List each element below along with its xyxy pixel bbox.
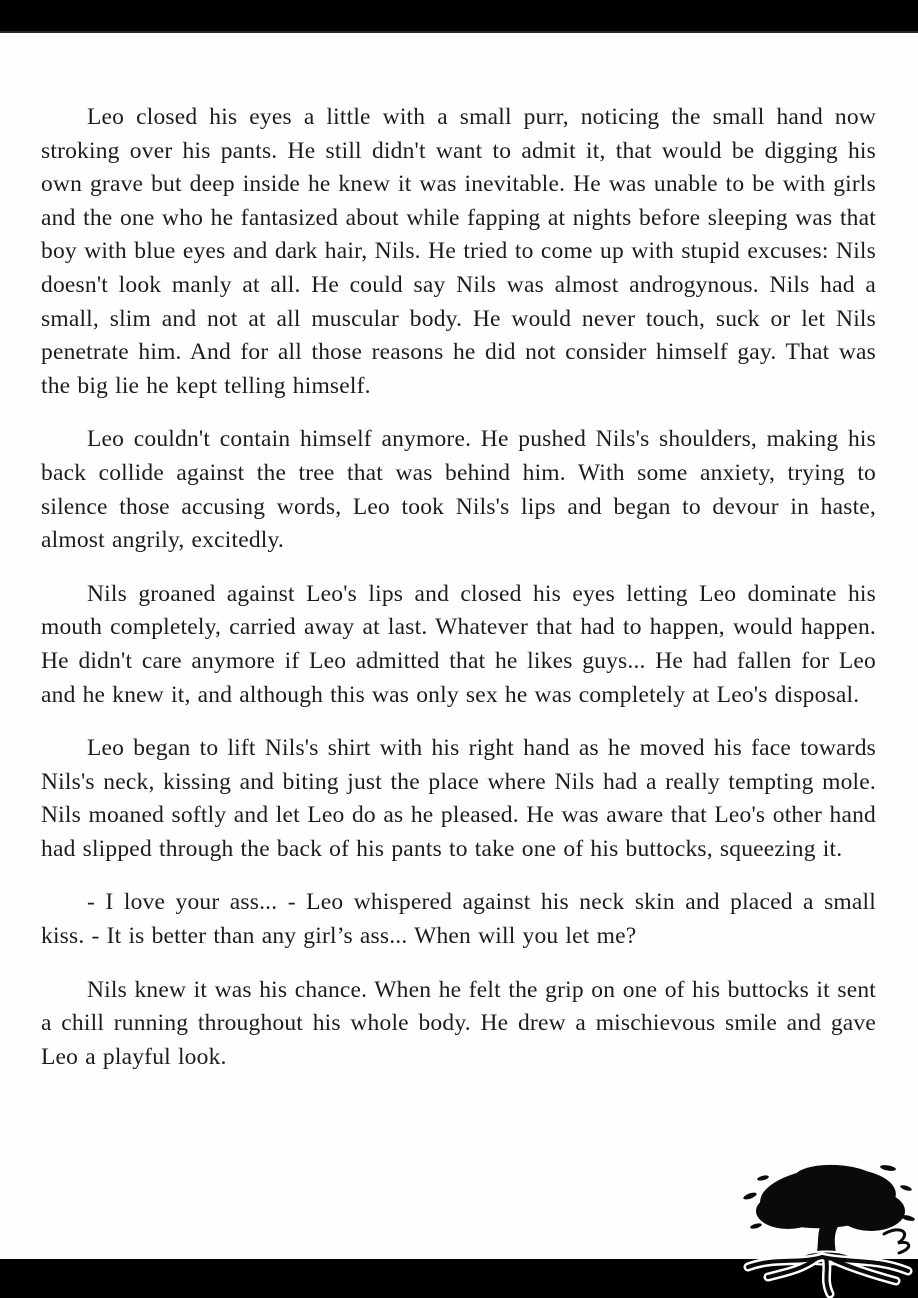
story-paragraph: Leo closed his eyes a little with a small purr, noticing the small hand now stroking over his pants. He still didn't want to admit it, that would be digging his own grave but deep inside he knew it was inevitable. He was unable to be with girls and the one who he fantasized about while fapping at nights before sleeping was that boy with blue eyes and dark hair, Nils. He tried to come up with stupid excuses: Nils doesn't look manly at all. He could say Nils was almost androgynous. Nils had a small, slim and not at all muscular body. He would never touch, suck or let Nils penetrate him. And for all those reasons he did not consider himself gay. That was the big lie he kept telling himself. [41,104,876,399]
story-paragraph: Leo began to lift Nils's shirt with his right hand as he moved his face towards Nils's neck, kissing and biting just the place where Nils had a really tempting mole. Nils moaned softly and let Leo do as he pleased. He was aware that Leo's other hand had slipped through the back of his pants to take one of his buttocks, squeezing it. [41,735,876,862]
story-paragraph: - I love your ass... - Leo whispered against his neck skin and placed a small kiss. - It is better than any girl’s ass... When will you let me? [41,889,876,950]
story-paragraph: Nils knew it was his chance. When he felt the grip on one of his buttocks it sent a chill running throughout his whole body. He drew a mischievous smile and gave Leo a playful look. [41,976,876,1070]
story-text-block [41,101,876,1094]
tree-logo-icon [736,1156,918,1298]
story-paragraph: Nils groaned against Leo's lips and closed his eyes letting Leo dominate his mouth completely, carried away at last. Whatever that had to happen, would happen. He didn't care anymore if Leo admitted that he likes guys... He had fallen for Leo and he knew it, and although this was only sex he was completely at Leo's disposal. [41,580,876,708]
story-paragraph: Leo couldn't contain himself anymore. He pushed Nils's shoulders, making his back collide against the tree that was behind him. With some anxiety, trying to silence those accusing words, Leo took Nils's lips and began to devour in haste, almost angrily, excitedly. [41,426,876,554]
top-border-bar [0,0,918,33]
